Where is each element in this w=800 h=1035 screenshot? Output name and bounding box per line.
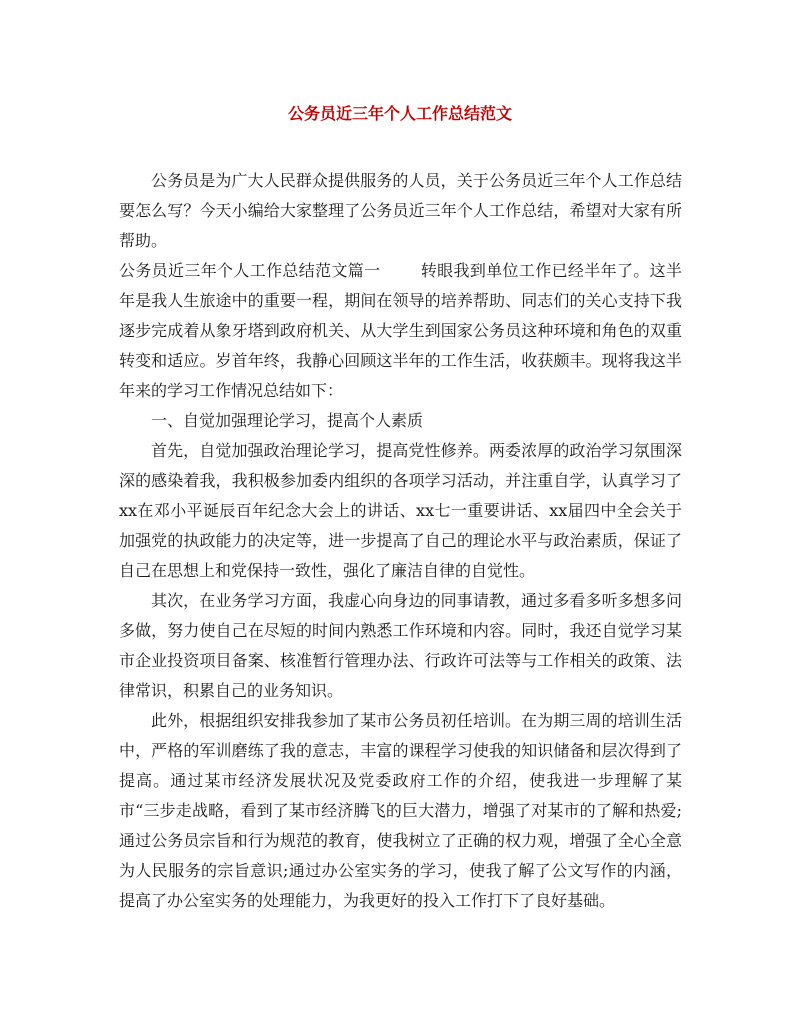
part-opening-text: 转眼我到单位工作已经半年了。这半年是我人生旅途中的重要一程，期间在领导的培养帮助、同志们的关心支持下我逐步完成着从象牙塔到政府机关、从大学生到国家公务员这种环境和角色的双重转变和适应。岁首年终，我静心回顾这半年的工作生活，收获颇丰。现将我这半年来的学习工作情况总结如下： — [119, 261, 682, 400]
document-title: 公务员近三年个人工作总结范文 — [287, 104, 512, 123]
document-body — [119, 166, 682, 916]
paragraph-first: 首先，自觉加强政治理论学习，提高党性修养。两委浓厚的政治学习氛围深深的感染着我，我积极参加委内组织的各项学习活动，并注重自学，认真学习了xx在邓小平诞辰百年纪念大会上的讲话、xx七一重要讲话、xx届四中全会关于加强党的执政能力的决定等，进一步提高了自己的理论水平与政治素质，保证了自己在思想上和党保持一致性，强化了廉洁自律的自觉性。 — [119, 441, 682, 580]
paragraph-third: 此外，根据组织安排我参加了某市公务员初任培训。在为期三周的培训生活中，严格的军训磨练了我的意志，丰富的课程学习使我的知识储备和层次得到了提高。通过某市经济发展状况及党委政府工作的介绍，使我进一步理解了某市“三步走战略，看到了某市经济腾飞的巨大潜力，增强了对某市的了解和热爱;通过公务员宗旨和行为规范的教育，使我树立了正确的权力观，增强了全心全意为人民服务的宗旨意识;通过办公室实务的学习，使我了解了公文写作的内涵，提高了办公室实务的处理能力，为我更好的投入工作打下了良好基础。 — [119, 711, 682, 910]
part-label: 公务员近三年个人工作总结范文篇一 — [119, 261, 381, 280]
paragraph-second: 其次，在业务学习方面，我虚心向身边的同事请教，通过多看多听多想多问多做，努力使自己在尽短的时间内熟悉工作环境和内容。同时，我还自觉学习某市企业投资项目备案、核准暂行管理办法、行政许可法等与工作相关的政策、法律常识，积累自己的业务知识。 — [119, 591, 682, 700]
part-one-paragraph — [119, 256, 682, 406]
section-heading: 一、自觉加强理论学习，提高个人素质 — [151, 411, 424, 430]
intro-paragraph: 公务员是为广大人民群众提供服务的人员，关于公务员近三年个人工作总结要怎么写？今天小编给大家整理了公务员近三年个人工作总结，希望对大家有所帮助。 — [119, 171, 682, 250]
